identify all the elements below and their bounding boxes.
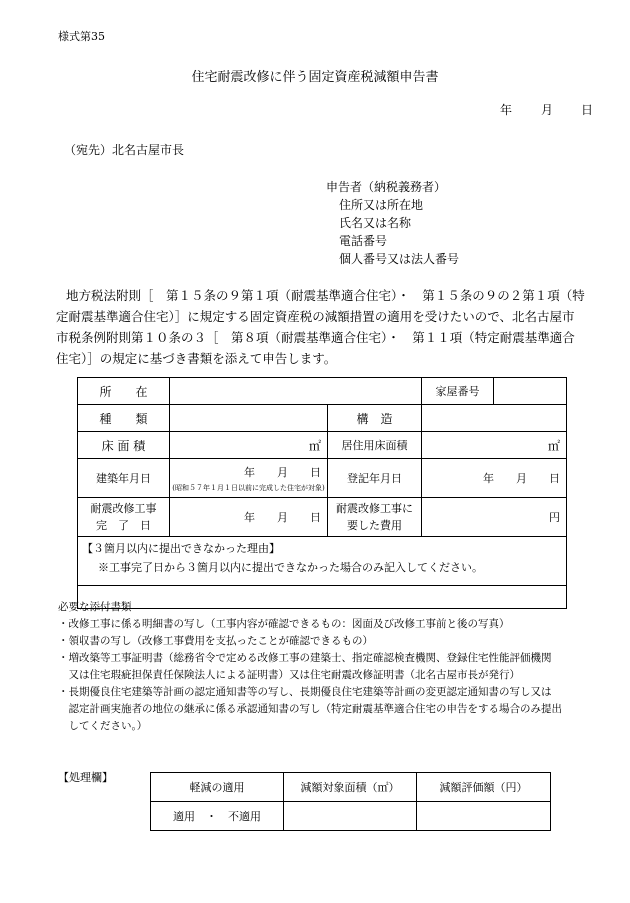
date-year: 年 [500,103,513,117]
floor-area-label: 床 面 積 [78,432,170,459]
residential-area-label: 居住用床面積 [328,432,422,459]
date-day: 日 [581,103,594,117]
applicant-id-label: 個人番号又は法人番号 [339,252,460,266]
statement-line: 市税条例附則第１０条の３［ 第８項（耐震基準適合住宅）・ 第１１項（特定耐震基準適合 [56,330,575,345]
processing-col-apply: 軽減の適用 [151,773,284,802]
attachment-item: ・増改築等工事証明書（総務省令で定める改修工事の建築士、指定確認検査機関、登録住宅性能評価機関 [58,652,552,664]
applicant-phone-label: 電話番号 [339,234,388,248]
processing-col-value: 減額評価額（円） [417,773,551,802]
house-number-label: 家屋番号 [422,378,494,405]
statement-line: 住宅）］の規定に基づき書類を添えて申告します。 [56,351,337,366]
completion-date-label [78,498,170,537]
attachment-item: してください。） [58,720,148,732]
registered-date-label: 登記年月日 [328,459,422,498]
processing-apply-options[interactable]: 適用 ・ 不適用 [151,802,284,831]
built-date-field[interactable] [170,459,328,498]
form-number: 様式第35 [58,30,105,43]
structure-label: 構 造 [328,405,422,432]
completion-date-field[interactable] [170,498,328,537]
date-month: 月 [541,103,554,117]
attachment-item: ・領収書の写し（改修工事費用を支払ったことが確認できるもの） [58,635,373,647]
type-label: 種 類 [78,405,170,432]
applicant-address-label: 住所又は所在地 [339,198,424,212]
registered-date-field[interactable] [422,459,567,498]
attachment-item: 認定計画実施者の地位の継承に係る承認通知書の写し（特定耐震基準適合住宅の申告をする場合のみ提出 [58,703,562,715]
registered-date-ymd: 年 月 日 [483,472,560,485]
reason-note: ※工事完了日から３箇月以内に提出できなかった場合のみ記入してください。 [98,561,483,574]
attachments-section [58,599,562,735]
applicant-heading: 申告者（納税義務者） [326,180,447,194]
completion-date-ymd: 年 月 日 [244,511,321,524]
built-date-label: 建築年月日 [78,459,170,498]
type-field[interactable] [170,405,328,432]
processing-label: 【処理欄】 [58,771,113,784]
floor-area-field[interactable] [170,432,328,459]
location-label: 所 在 [78,378,170,405]
cost-label-line2: 要した費用 [347,519,402,532]
processing-value-field[interactable] [417,802,551,831]
built-date-note: (昭和５７年１月１日以前に完成した住宅が対象) [172,483,325,492]
completion-label-line1: 耐震改修工事 [90,502,157,515]
residential-area-field[interactable] [422,432,567,459]
processing-col-area: 減額対象面積（㎡） [284,773,417,802]
structure-field[interactable] [422,405,567,432]
addressee: （宛先）北名古屋市長 [64,143,185,157]
page-title: 住宅耐震改修に伴う固定資産税減額申告書 [191,70,439,85]
yen-unit: 円 [549,511,560,524]
statement-line: 地方税法附則［ 第１５条の９第１項（耐震基準適合住宅）・ 第１５条の９の２第１項（特 [66,288,585,303]
sqm-unit: ㎡ [547,438,560,453]
reason-field[interactable] [78,537,567,586]
cost-label [328,498,422,537]
cost-field[interactable] [422,498,567,537]
applicant-name-label: 氏名又は名称 [339,216,412,230]
property-table [77,377,567,609]
processing-table [150,772,551,831]
attachment-item: 又は住宅瑕疵担保責任保険法人による証明書）又は住宅耐震改修証明書（北名古屋市長が発行） [58,669,520,681]
attachments-heading: 必要な添付書類 [58,601,132,613]
statement-paragraph [56,285,618,369]
reason-heading: 【３箇月以内に提出できなかった理由】 [82,542,280,555]
attachment-item: ・長期優良住宅建築等計画の認定通知書等の写し、長期優良住宅建築等計画の変更認定通知書の写し又は [58,686,552,698]
completion-label-line2: 完 了 日 [96,519,151,532]
attachment-item: ・改修工事に係る明細書の写し（工事内容が確認できるもの：図面及び改修工事前と後の写真） [58,618,510,630]
processing-area-field[interactable] [284,802,417,831]
location-field[interactable] [170,378,422,405]
sqm-unit: ㎡ [308,438,321,453]
statement-line: 定耐震基準適合住宅）］に規定する固定資産税の減額措置の適用を受けたいので、北名古屋市 [56,309,575,324]
house-number-field[interactable] [494,378,567,405]
cost-label-line1: 耐震改修工事に [336,502,413,515]
built-date-ymd: 年 月 日 [244,465,321,479]
